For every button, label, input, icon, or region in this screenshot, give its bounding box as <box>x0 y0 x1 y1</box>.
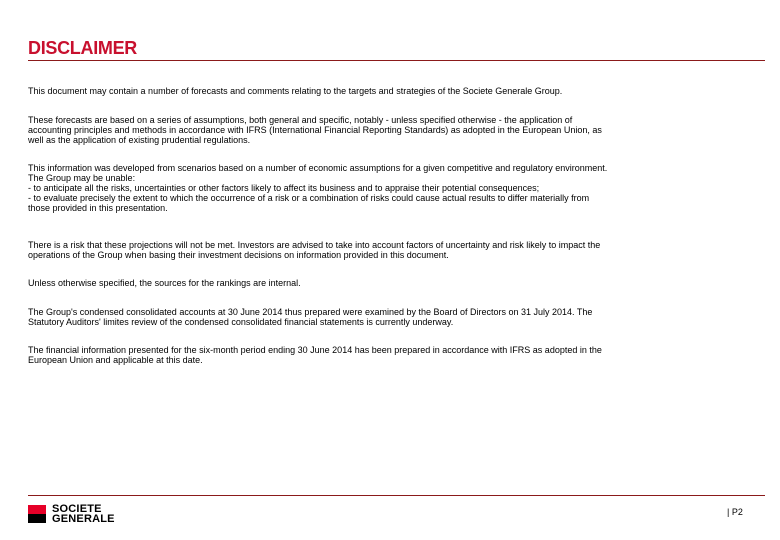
paragraph <box>28 345 733 365</box>
societe-generale-logo <box>28 504 115 524</box>
paragraph-line: - to evaluate precisely the extent to which the occurrence of a risk or a combination of risks could cause actual results to differ materially from <box>28 193 590 203</box>
logo-mark-icon <box>28 505 46 523</box>
paragraph-line: These forecasts are based on a series of assumptions, both general and specific, notably - unless specified otherwise - the application of <box>28 115 573 125</box>
paragraph-line: operations of the Group when basing their investment decisions on information provided in this document. <box>28 250 449 260</box>
paragraph <box>28 163 733 213</box>
paragraph-line: well as the application of existing prudential regulations. <box>28 135 251 145</box>
paragraph-line: those provided in this presentation. <box>28 203 168 213</box>
paragraph-line: Unless otherwise specified, the sources for the rankings are internal. <box>28 278 301 288</box>
paragraph-line: This information was developed from scenarios based on a number of economic assumptions for a given competitive and regulatory environment. <box>28 163 608 173</box>
paragraph-line: This document may contain a number of forecasts and comments relating to the targets and strategies of the Societe Generale Group. <box>28 86 563 96</box>
paragraph <box>28 307 733 327</box>
paragraph <box>28 115 733 145</box>
logo-line-1: SOCIETE <box>52 503 102 515</box>
page-title: DISCLAIMER <box>28 38 137 58</box>
paragraph-line: There is a risk that these projections will not be met. Investors are advised to take into account factors of uncertainty and risk likely to impact the <box>28 240 601 250</box>
logo-line-2: GENERALE <box>52 513 115 525</box>
paragraph-line: The Group may be unable: <box>28 173 136 183</box>
paragraph <box>28 86 733 96</box>
paragraph <box>28 240 733 260</box>
paragraph-line: - to anticipate all the risks, uncertainties or other factors likely to affect its business and to appraise their potential consequences; <box>28 183 540 193</box>
paragraph-line: The Group's condensed consolidated accounts at 30 June 2014 thus prepared were examined by the Board of Directors on 31 July 2014. The <box>28 307 593 317</box>
page-number: | P2 <box>727 507 743 517</box>
paragraph-line: Statutory Auditors' limites review of the condensed consolidated financial statements is currently underway. <box>28 317 454 327</box>
footer-divider <box>28 495 765 496</box>
paragraph-line: European Union and applicable at this date. <box>28 355 203 365</box>
paragraph-line: The financial information presented for the six-month period ending 30 June 2014 has been prepared in accordance with IFRS as adopted in the <box>28 345 602 355</box>
title-divider <box>28 60 765 61</box>
paragraph-line: accounting principles and methods in accordance with IFRS (International Financial Reporting Standards) as adopted in the European Union, as <box>28 125 602 135</box>
paragraph <box>28 278 733 288</box>
